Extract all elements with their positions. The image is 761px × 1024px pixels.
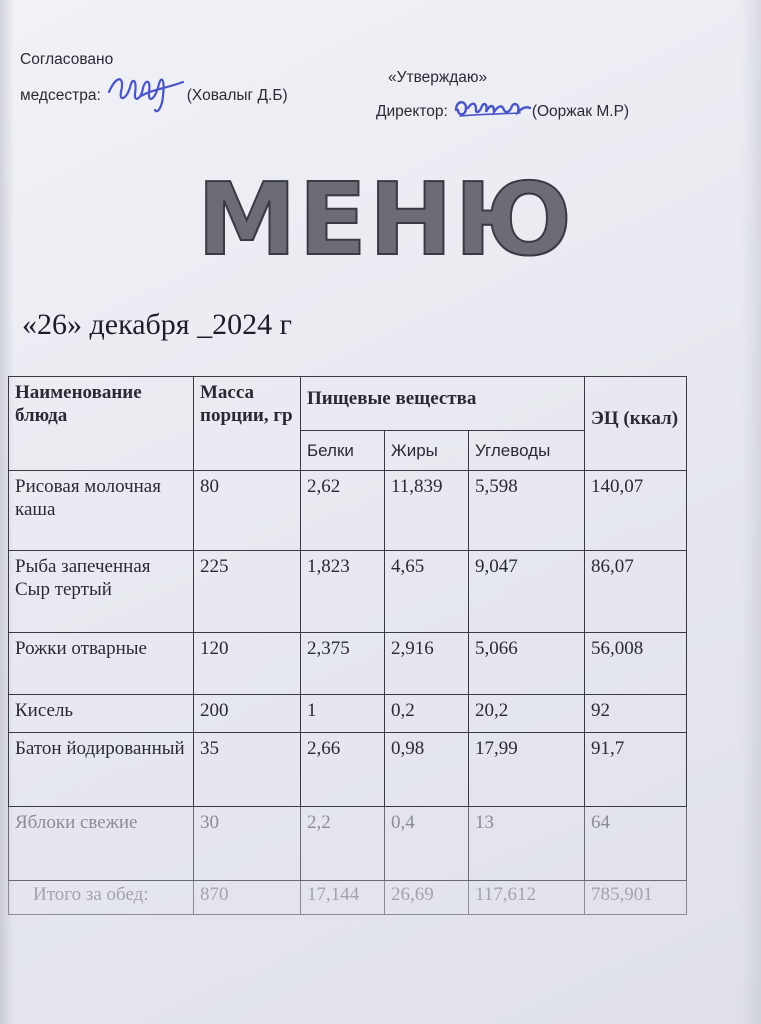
cell-carbs: 5,598 [469, 471, 585, 551]
total-proteins: 17,144 [301, 881, 385, 915]
table-row [9, 733, 687, 807]
cell-mass: 35 [194, 733, 301, 807]
total-row [9, 881, 687, 915]
cell-fats: 0,98 [385, 733, 469, 807]
cell-carbs: 17,99 [469, 733, 585, 807]
cell-mass: 120 [194, 633, 301, 695]
table-row [9, 471, 687, 551]
nurse-role-label: медсестра: [20, 87, 101, 104]
total-label: Итого за обед: [9, 881, 194, 915]
cell-mass: 200 [194, 695, 301, 733]
table-row [9, 807, 687, 881]
table-row [9, 695, 687, 733]
cell-energy: 91,7 [585, 733, 687, 807]
table-row [9, 633, 687, 695]
cell-proteins: 1 [301, 695, 385, 733]
cell-energy: 56,008 [585, 633, 687, 695]
cell-dish: Кисель [9, 695, 194, 733]
header-nutrients: Пищевые вещества [301, 377, 585, 431]
cell-dish: Рисовая молочная каша [9, 471, 194, 551]
nurse-signature [105, 70, 187, 116]
total-carbs: 117,612 [469, 881, 585, 915]
total-mass: 870 [194, 881, 301, 915]
cell-proteins: 2,375 [301, 633, 385, 695]
nurse-name: (Ховалыг Д.Б) [186, 87, 288, 104]
header-row [9, 377, 687, 431]
cell-carbs: 20,2 [469, 695, 585, 733]
cell-fats: 4,65 [385, 551, 469, 633]
header-mass: Масса порции, гр [194, 377, 301, 471]
header-proteins: Белки [301, 431, 385, 471]
cell-proteins: 1,823 [301, 551, 385, 633]
approval-approve-label: «Утверждаю» [388, 69, 488, 86]
cell-mass: 30 [194, 807, 301, 881]
total-fats: 26,69 [385, 881, 469, 915]
total-energy: 785,901 [585, 881, 687, 915]
cell-dish: Рожки отварные [9, 633, 194, 695]
cell-carbs: 13 [469, 807, 585, 881]
header-dish: Наименование блюда [9, 377, 194, 471]
cell-dish: Яблоки свежие [9, 807, 194, 881]
cell-carbs: 9,047 [469, 551, 585, 633]
approval-nurse [20, 50, 288, 122]
cell-proteins: 2,66 [301, 733, 385, 807]
cell-energy: 92 [585, 695, 687, 733]
cell-fats: 0,2 [385, 695, 469, 733]
director-signature [450, 94, 532, 124]
cell-fats: 11,839 [385, 471, 469, 551]
cell-mass: 225 [194, 551, 301, 633]
paper-shadow-right [741, 0, 761, 1024]
cell-proteins: 2,2 [301, 807, 385, 881]
director-role-label: Директор: [376, 103, 448, 120]
cell-mass: 80 [194, 471, 301, 551]
page-title: МЕНЮ [197, 161, 574, 278]
cell-dish: Батон йодированный [9, 733, 194, 807]
header-energy: ЭЦ (ккал) [585, 377, 687, 471]
menu-table [8, 376, 687, 915]
cell-energy: 86,07 [585, 551, 687, 633]
approval-director [376, 68, 629, 136]
menu-date: «26» декабря _2024 г [22, 308, 292, 341]
header-fats: Жиры [385, 431, 469, 471]
table-row [9, 551, 687, 633]
cell-fats: 2,916 [385, 633, 469, 695]
cell-proteins: 2,62 [301, 471, 385, 551]
cell-carbs: 5,066 [469, 633, 585, 695]
cell-fats: 0,4 [385, 807, 469, 881]
director-name: (Ооржак М.Р) [531, 103, 630, 120]
header-carbs: Углеводы [469, 431, 585, 471]
cell-energy: 64 [585, 807, 687, 881]
cell-energy: 140,07 [585, 471, 687, 551]
approval-agreed-label: Согласовано [20, 51, 114, 68]
cell-dish: Рыба запеченная Сыр тертый [9, 551, 194, 633]
